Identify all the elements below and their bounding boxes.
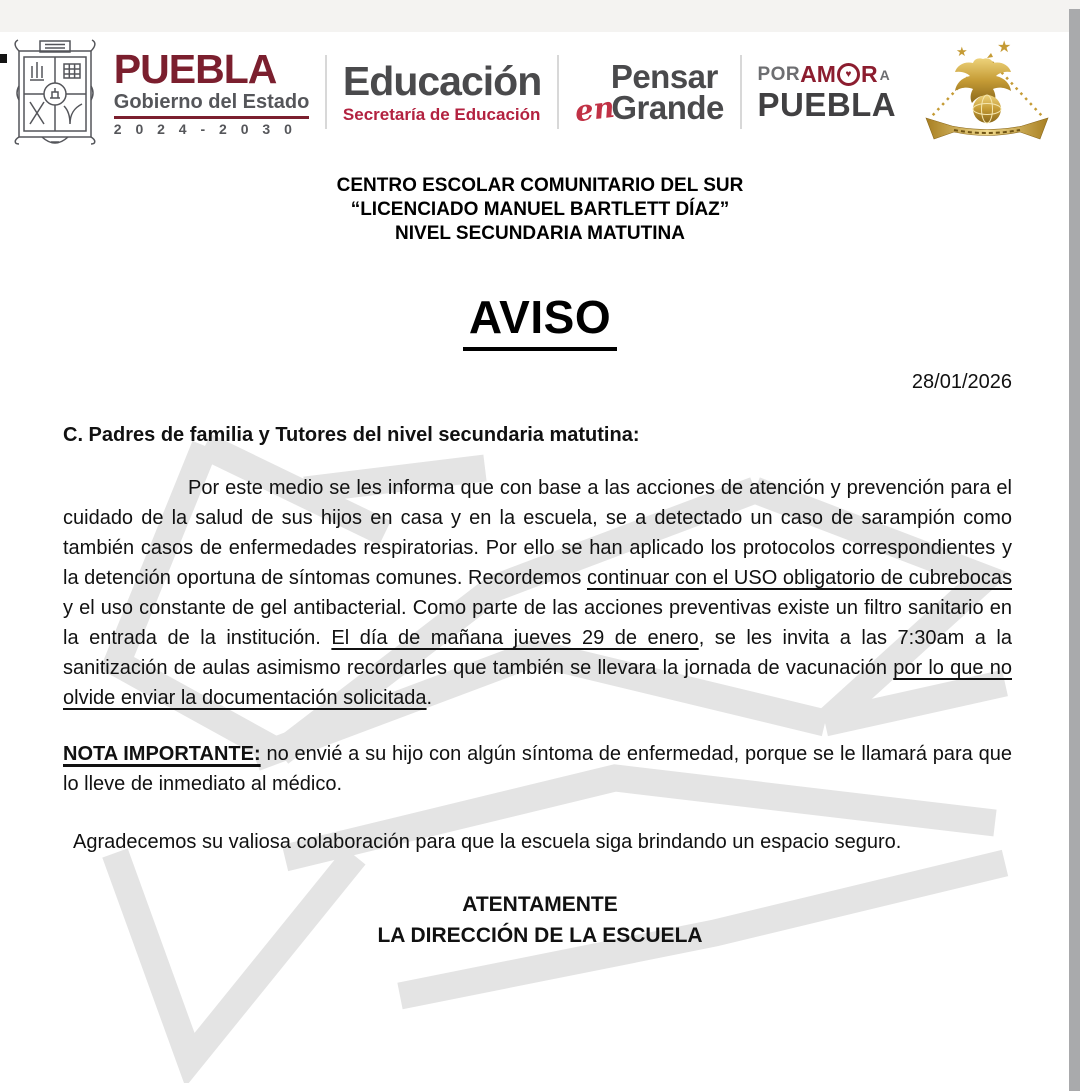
paragraph-text: , se les invita a las 7:30am a la sanitización de aulas asimismo recordarles que también se llevara la jornada de vacunación xyxy=(63,627,1012,679)
important-note-text: no envié a su hijo con algún síntoma de enfermedad, porque se le llamará para que lo lleve de inmediato al médico. xyxy=(63,743,1012,795)
amor-am: AM xyxy=(800,61,836,87)
pensar-en-grande-logo xyxy=(572,57,724,129)
heart-icon: ♥ xyxy=(837,63,860,86)
notice-title: AVISO xyxy=(463,290,617,351)
puebla-logo-years: 2 0 2 4 - 2 0 3 0 xyxy=(113,120,297,137)
closing-line1: ATENTAMENTE xyxy=(462,893,618,916)
closing-block xyxy=(0,889,1080,951)
puebla-government-logo xyxy=(113,45,310,137)
educacion-logo xyxy=(342,58,542,124)
por-amor-a-puebla-logo xyxy=(757,63,896,121)
paragraph-text: Por este medio se les informa que con base a las acciones de atención y prevención para el cuidado de la salud de sus hijos en casa y en la escuela, se a detectado un caso de sarampión como también casos de enfermedades respiratorias. Por ello se han aplicado los protocolos correspondientes y la detención oportuna de síntomas comunes. Recordemos xyxy=(63,477,1012,589)
puebla-logo-title: PUEBLA xyxy=(113,45,277,92)
important-note xyxy=(63,739,1012,799)
photo-edge-bar xyxy=(1069,9,1080,1091)
school-name-line2: “LICENCIADO MANUEL BARTLETT DÍAZ” xyxy=(350,199,730,220)
notice-paragraph xyxy=(63,473,1012,713)
thanks-paragraph: Agradecemos su valiosa colaboración para que la escuela siga brindando un espacio seguro. xyxy=(73,831,902,853)
educacion-logo-title: Educación xyxy=(342,58,542,104)
important-note-label: NOTA IMPORTANTE: xyxy=(63,743,261,765)
puebla-logo-rule xyxy=(114,116,310,119)
underlined-text: continuar con el USO obligatorio de cubrebocas xyxy=(587,567,1013,589)
amor-r: R xyxy=(860,61,878,87)
svg-text:★: ★ xyxy=(955,44,968,59)
photo-top-edge xyxy=(0,0,1080,32)
pensar-word: Pensar xyxy=(610,57,718,95)
amor-word xyxy=(800,63,877,86)
puebla-word: PUEBLA xyxy=(757,86,897,123)
underlined-text: por lo que no olvide enviar la documentación solicitada xyxy=(63,657,1012,709)
golden-eagle-crest-icon xyxy=(912,36,1062,148)
underlined-text: El día de mañana jueves 29 de enero xyxy=(331,627,699,649)
a-word: A xyxy=(879,66,890,83)
grande-word: Grande xyxy=(611,89,724,126)
school-name-line3: NIVEL SECUNDARIA MATUTINA xyxy=(395,223,685,244)
school-name-block xyxy=(0,174,1080,246)
school-name-line1: CENTRO ESCOLAR COMUNITARIO DEL SUR xyxy=(336,175,744,196)
notice-date: 28/01/2026 xyxy=(911,371,1012,393)
paragraph-text: . xyxy=(426,687,433,709)
en-script-word: en xyxy=(572,89,617,129)
logo-divider xyxy=(740,55,742,129)
notice-title-wrap xyxy=(0,290,1080,351)
salutation: C. Padres de familia y Tutores del nivel secundaria matutina: xyxy=(63,424,640,446)
logo-divider xyxy=(557,55,559,129)
por-word: POR xyxy=(757,64,801,85)
puebla-logo-subtitle: Gobierno del Estado xyxy=(113,90,310,113)
svg-text:★: ★ xyxy=(996,39,1012,56)
paragraph-text: y el uso constante de gel antibacterial. Como parte de las acciones preventivas existe un filtro sanitario en la entrada de la institución. xyxy=(63,597,1012,649)
logo-divider xyxy=(325,55,327,129)
puebla-coat-of-arms-icon xyxy=(12,38,98,146)
closing-line2: LA DIRECCIÓN DE LA ESCUELA xyxy=(377,924,703,947)
educacion-logo-subtitle: Secretaría de Educación xyxy=(342,105,541,124)
scan-artifact-dash xyxy=(0,54,7,63)
